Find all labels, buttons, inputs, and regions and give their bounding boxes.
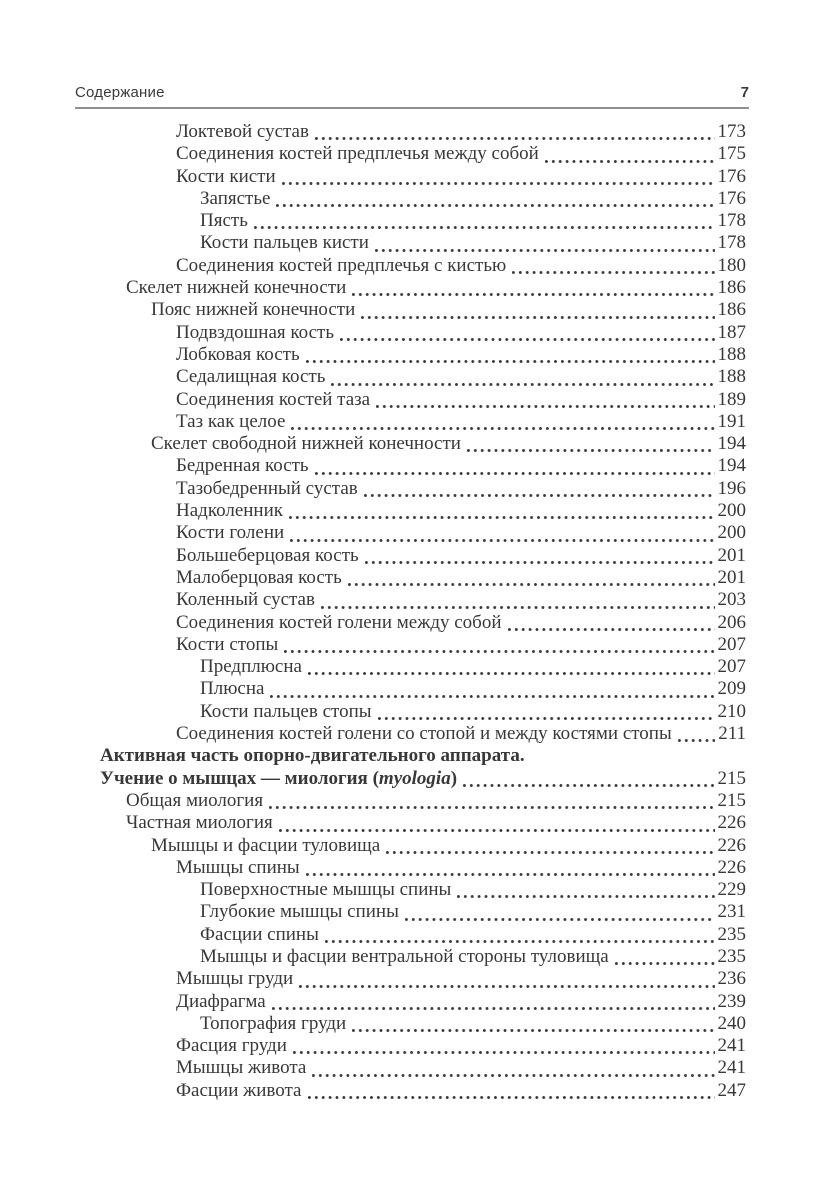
toc-entry (75, 299, 746, 321)
toc-entry (75, 166, 746, 188)
toc-entry (75, 678, 746, 700)
page-number: 7 (740, 84, 749, 101)
toc-entry (75, 322, 746, 344)
toc-entry-label: Тазобедренный сустав (176, 477, 358, 499)
running-head: Содержание (75, 84, 165, 101)
toc-entry (75, 857, 746, 879)
toc-entry-page: 191 (717, 410, 746, 432)
toc-entry-label: Мышцы живота (176, 1057, 307, 1079)
toc-entry (75, 1013, 746, 1035)
toc-entry-page: 235 (717, 923, 746, 945)
toc-entry-page: 240 (717, 1012, 746, 1034)
toc-entry-page: 176 (717, 165, 746, 187)
dot-leader (254, 226, 715, 229)
dot-leader (289, 516, 715, 519)
toc-entry-page: 175 (717, 143, 746, 165)
toc-entry-label: Соединения костей голени между собой (176, 611, 502, 633)
dot-leader (321, 606, 715, 609)
dot-leader (290, 539, 714, 542)
toc-entry (75, 634, 746, 656)
toc-entry (75, 924, 746, 946)
dot-leader (364, 494, 715, 497)
toc-entry-label: Локтевой сустав (176, 121, 309, 142)
toc-entry-page: 209 (717, 678, 746, 700)
toc-entry-label: Таз как целое (176, 410, 286, 432)
dot-leader (352, 1029, 714, 1032)
dot-leader (545, 160, 715, 163)
toc-entry-label: Соединения костей голени со стопой и между костями стопы (176, 723, 672, 745)
page-header (75, 84, 749, 109)
toc-entry-label: Седалищная кость (176, 366, 326, 388)
toc-entry-label: Кости пальцев кисти (200, 232, 369, 254)
dot-leader (678, 739, 715, 742)
dot-leader (306, 873, 715, 876)
toc-entry (75, 612, 746, 634)
toc-entry (75, 478, 746, 500)
dot-leader (269, 806, 714, 809)
dot-leader (308, 1096, 715, 1099)
dot-leader (457, 895, 714, 898)
toc-entry-label: Фасция груди (176, 1035, 287, 1057)
toc-entry-label: Лобковая кость (176, 343, 300, 365)
toc-entry-page: 207 (717, 633, 746, 655)
toc-entry-label: Фасции спины (200, 923, 319, 945)
toc-entry-label: Соединения костей таза (176, 388, 371, 410)
toc-entry (75, 656, 746, 678)
toc-entry-label: Подвздошная кость (176, 321, 335, 343)
toc-entry-page: 200 (717, 500, 746, 522)
toc-entry-label: Учение о мышцах — миология (myologia) (100, 767, 458, 789)
dot-leader (299, 985, 714, 988)
dot-leader (405, 918, 715, 921)
toc-entry-page: 176 (717, 187, 746, 209)
dot-leader (270, 695, 714, 698)
toc-entry (75, 745, 746, 767)
dot-leader (378, 717, 715, 720)
toc-entry-label: Запястье (200, 187, 271, 209)
toc-entry-page: 186 (717, 299, 746, 321)
toc-entry (75, 991, 746, 1013)
toc-entry-page: 235 (717, 945, 746, 967)
toc-entry-page: 180 (717, 254, 746, 276)
toc-entry-label: Кости кисти (176, 165, 276, 187)
toc-entry (75, 255, 746, 277)
toc-entry-label: Диафрагма (176, 990, 266, 1012)
toc-entry-page: 211 (718, 723, 746, 745)
toc-entry-page: 186 (717, 277, 746, 299)
toc-entry-page: 194 (717, 433, 746, 455)
dot-leader (463, 784, 714, 787)
toc-entry (75, 500, 746, 522)
dot-leader (284, 650, 714, 653)
toc-entry (75, 589, 746, 611)
toc-entry-page: 206 (717, 611, 746, 633)
toc-entry (75, 366, 746, 388)
toc-entry (75, 121, 746, 143)
toc-entry (75, 768, 746, 790)
dot-leader (315, 137, 715, 140)
toc-entry-label: Пояс нижней конечности (151, 299, 356, 321)
toc-entry-label: Мышцы груди (176, 968, 294, 990)
toc-entry-label: Кости пальцев стопы (200, 700, 372, 722)
toc-entry-page: 196 (717, 477, 746, 499)
toc-entry-page: 201 (717, 566, 746, 588)
toc-entry (75, 411, 746, 433)
dot-leader (512, 271, 714, 274)
toc-entry (75, 835, 746, 857)
toc-entry-label: Частная миология (126, 812, 273, 834)
dot-leader (308, 672, 715, 675)
dot-leader (340, 338, 714, 341)
dot-leader (276, 204, 714, 207)
dot-leader (331, 383, 714, 386)
toc-entry-page: 215 (717, 789, 746, 811)
toc-entry-label: Поверхностные мышцы спины (200, 879, 452, 901)
toc-entry (75, 210, 746, 232)
dot-leader (291, 427, 714, 430)
toc-entry-label: Глубокие мышцы спины (200, 901, 399, 923)
toc-entry-page: 215 (717, 767, 746, 789)
toc-entry (75, 901, 746, 923)
toc-entry-label: Мышцы и фасции туловища (151, 834, 381, 856)
dot-leader (365, 561, 715, 564)
dot-leader (293, 1051, 715, 1054)
toc-entry-page: 178 (717, 210, 746, 232)
toc-entry-label: Пясть (200, 210, 248, 232)
toc-entry (75, 545, 746, 567)
toc-entry-page: 194 (717, 455, 746, 477)
toc-entry (75, 879, 746, 901)
dot-leader (361, 316, 714, 319)
dot-leader (348, 583, 715, 586)
toc-entry-page: 226 (717, 834, 746, 856)
toc-entry (75, 1080, 746, 1102)
toc-entry-label: Общая миология (126, 789, 264, 811)
table-of-contents (75, 121, 746, 1102)
toc-entry (75, 1057, 746, 1079)
toc-entry-page: 239 (717, 990, 746, 1012)
toc-entry (75, 723, 746, 745)
toc-entry-label: Плюсна (200, 678, 265, 700)
toc-entry-label: Коленный сустав (176, 589, 315, 611)
toc-entry (75, 968, 746, 990)
toc-entry-page: 207 (717, 656, 746, 678)
toc-entry-label: Скелет свободной нижней конечности (151, 433, 461, 455)
toc-entry (75, 812, 746, 834)
dot-leader (272, 1007, 715, 1010)
toc-entry-label: Соединения костей предплечья между собой (176, 143, 539, 165)
toc-entry-label: Активная часть опорно-двигательного аппарата. (100, 745, 525, 767)
toc-entry-page: 226 (717, 812, 746, 834)
toc-entry (75, 433, 746, 455)
toc-entry (75, 277, 746, 299)
toc-entry (75, 790, 746, 812)
toc-entry-label: Малоберцовая кость (176, 566, 342, 588)
toc-entry-page: 188 (717, 343, 746, 365)
toc-entry-label: Мышцы спины (176, 856, 300, 878)
dot-leader (467, 449, 715, 452)
toc-entry (75, 455, 746, 477)
toc-entry-label: Кости голени (176, 522, 285, 544)
toc-entry-label: Бедренная кость (176, 455, 309, 477)
toc-entry-page: 188 (717, 366, 746, 388)
dot-leader (306, 360, 715, 363)
dot-leader (352, 293, 714, 296)
dot-leader (386, 851, 714, 854)
toc-entry-label: Предплюсна (200, 656, 302, 678)
toc-entry-page: 200 (717, 522, 746, 544)
dot-leader (279, 829, 715, 832)
toc-entry-page: 231 (717, 901, 746, 923)
dot-leader (315, 472, 715, 475)
toc-entry-page: 173 (717, 121, 746, 142)
toc-entry-page: 178 (717, 232, 746, 254)
dot-leader (282, 182, 715, 185)
dot-leader (376, 405, 714, 408)
toc-entry-page: 236 (717, 968, 746, 990)
toc-entry-page: 203 (717, 589, 746, 611)
dot-leader (312, 1074, 714, 1077)
toc-entry-label: Надколенник (176, 500, 283, 522)
toc-entry (75, 701, 746, 723)
toc-entry-label: Большеберцовая кость (176, 544, 359, 566)
dot-leader (325, 940, 715, 943)
toc-entry-page: 241 (717, 1057, 746, 1079)
toc-entry-page: 210 (717, 700, 746, 722)
toc-entry-label: Фасции живота (176, 1079, 302, 1101)
toc-entry (75, 522, 746, 544)
dot-leader (375, 249, 715, 252)
toc-entry-page: 229 (717, 879, 746, 901)
toc-entry-page: 201 (717, 544, 746, 566)
toc-entry (75, 143, 746, 165)
toc-entry-label: Скелет нижней конечности (126, 277, 347, 299)
toc-entry-label: Топография груди (200, 1012, 347, 1034)
toc-entry (75, 188, 746, 210)
dot-leader (615, 962, 715, 965)
toc-entry-page: 226 (717, 856, 746, 878)
toc-entry (75, 344, 746, 366)
toc-entry (75, 946, 746, 968)
toc-entry-page: 187 (717, 321, 746, 343)
toc-entry-page: 247 (717, 1079, 746, 1101)
toc-entry-label: Кости стопы (176, 633, 279, 655)
toc-entry (75, 567, 746, 589)
toc-entry-label: Мышцы и фасции вентральной стороны туловища (200, 945, 609, 967)
dot-leader (508, 628, 715, 631)
toc-entry-page: 189 (717, 388, 746, 410)
toc-entry (75, 232, 746, 254)
toc-entry (75, 1035, 746, 1057)
toc-entry-label: Соединения костей предплечья с кистью (176, 254, 507, 276)
toc-entry-page: 241 (717, 1035, 746, 1057)
toc-entry (75, 389, 746, 411)
